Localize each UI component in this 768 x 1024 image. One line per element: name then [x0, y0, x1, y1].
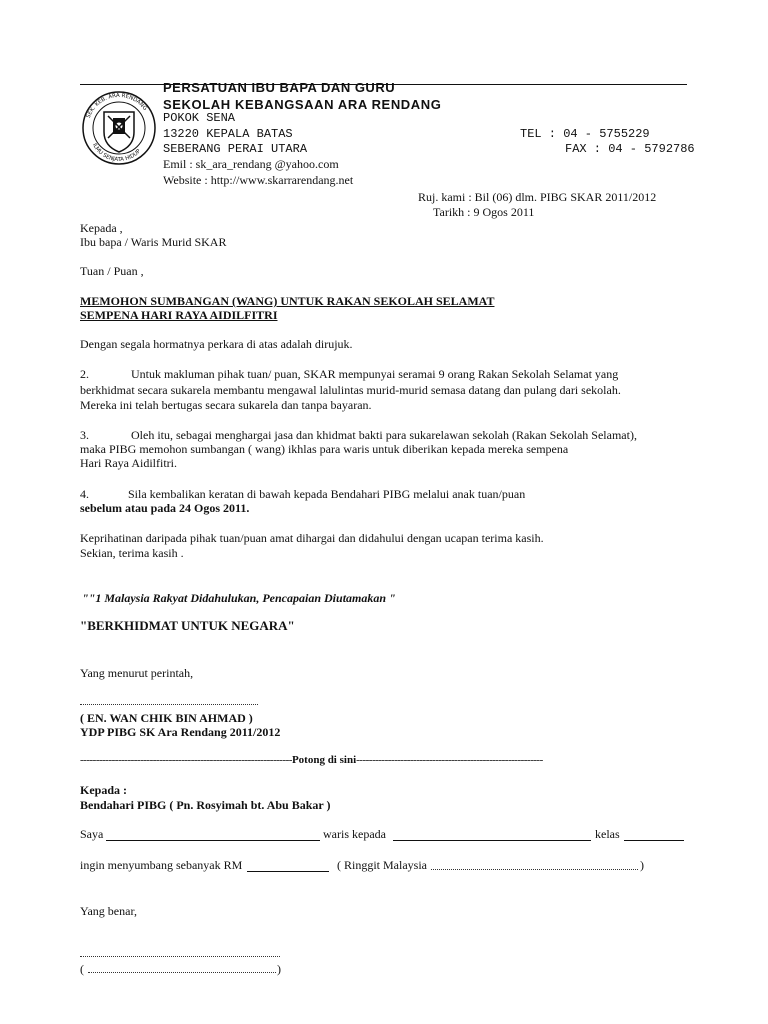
recipient-line: Ibu bapa / Waris Murid SKAR — [80, 235, 227, 249]
slip-sig-open-paren: ( — [80, 962, 84, 976]
amount-rm-field[interactable] — [247, 871, 329, 872]
cut-line — [80, 752, 687, 768]
paragraph-4-number: 4. — [80, 487, 89, 501]
email-line: Emil : sk_ara_rendang @yahoo.com — [163, 157, 339, 171]
paragraph-5-line-2: Sekian, terima kasih . — [80, 546, 184, 560]
closing-text: Yang menurut perintah, — [80, 666, 194, 680]
motto-1malaysia: ""1 Malaysia Rakyat Didahulukan, Pencapaian Diutamakan " — [82, 591, 396, 605]
tel-number: TEL : 04 - 5755229 — [520, 127, 650, 141]
paragraph-4-deadline: sebelum atau pada 24 Ogos 2011. — [80, 501, 250, 515]
slip-bendahari: Bendahari PIBG ( Pn. Rosyimah bt. Abu Bakar ) — [80, 798, 331, 812]
signature-dotted-line — [80, 704, 258, 705]
slip-ringgit-label: ( Ringgit Malaysia — [337, 858, 427, 872]
salutation: Tuan / Puan , — [80, 264, 144, 278]
reference-number: Ruj. kami : Bil (06) dlm. PIBG SKAR 2011/2012 — [418, 190, 657, 204]
class-field[interactable] — [624, 840, 684, 841]
letter-date: Tarikh : 9 Ogos 2011 — [433, 205, 535, 219]
fax-number: FAX : 04 - 5792786 — [565, 142, 695, 156]
paragraph-2-line-3: Mereka ini telah bertugas secara sukarela dan tanpa bayaran. — [80, 398, 372, 412]
subject-line-2: SEMPENA HARI RAYA AIDILFITRI — [80, 308, 278, 322]
slip-saya-label: Saya — [80, 827, 104, 841]
pupil-name-field[interactable] — [393, 840, 591, 841]
paragraph-3-number: 3. — [80, 428, 89, 442]
paragraph-2-line-2: berkhidmat secara sukarela membantu mengawal lalulintas murid-murid semasa datang dan pulang dari sekolah. — [80, 383, 621, 397]
amount-in-words-field[interactable] — [431, 869, 638, 870]
signatory-name: ( EN. WAN CHIK BIN AHMAD ) — [80, 711, 253, 725]
slip-signature-line[interactable] — [80, 956, 280, 957]
slip-waris-kepada-label: waris kepada — [323, 827, 386, 841]
slip-kelas-label: kelas — [595, 827, 620, 841]
paragraph-4-line-1: Sila kembalikan keratan di bawah kepada Bendahari PIBG melalui anak tuan/puan — [128, 487, 526, 501]
website-line: Website : http://www.skarrarendang.net — [163, 173, 354, 187]
signatory-title: YDP PIBG SK Ara Rendang 2011/2012 — [80, 725, 281, 739]
slip-yang-benar: Yang benar, — [80, 904, 137, 918]
paragraph-2-number: 2. — [80, 367, 89, 381]
slip-sig-close-paren: ) — [277, 962, 281, 976]
address-line-3: SEBERANG PERAI UTARA — [163, 142, 308, 156]
address-line-1: POKOK SENA — [163, 111, 236, 125]
recipient-kepada: Kepada , — [80, 221, 123, 235]
slip-kepada: Kepada : — [80, 783, 128, 797]
school-crest-logo — [80, 88, 158, 166]
subject-line-1: MEMOHON SUMBANGAN (WANG) UNTUK RAKAN SEKOLAH SELAMAT — [80, 294, 495, 308]
paragraph-3-line-2: maka PIBG memohon sumbangan ( wang) ikhlas para waris untuk diberikan kepada mereka sempena — [80, 442, 569, 456]
cut-line-right-dashes: ----------------------------------------------------------- — [356, 754, 543, 766]
cut-line-left-dashes: ------------------------------------------------------------------- — [80, 754, 292, 766]
slip-ingin-label: ingin menyumbang sebanyak RM — [80, 858, 243, 872]
slip-close-paren: ) — [640, 858, 644, 872]
association-name: PERSATUAN IBU BAPA DAN GURU — [163, 80, 396, 95]
svg-text:SEK. KEB. ARA RENDANG: SEK. KEB. ARA RENDANG — [85, 92, 148, 120]
paragraph-1: Dengan segala hormatnya perkara di atas adalah dirujuk. — [80, 337, 353, 351]
slip-signer-name-field[interactable] — [88, 972, 276, 973]
cut-here-label: Potong di sini — [291, 754, 357, 766]
paragraph-3-line-1: Oleh itu, sebagai menghargai jasa dan khidmat bakti para sukarelawan sekolah (Rakan Sekolah Selamat), — [131, 428, 637, 442]
paragraph-5-line-1: Keprihatinan daripada pihak tuan/puan amat dihargai dan didahului dengan ucapan terima kasih. — [80, 531, 544, 545]
svg-text:ILMU SENJATA HIDUP: ILMU SENJATA HIDUP — [90, 142, 143, 164]
paragraph-3-line-3: Hari Raya Aidilfitri. — [80, 456, 177, 470]
motto-berkhidmat: "BERKHIDMAT UNTUK NEGARA" — [80, 618, 295, 633]
address-line-2: 13220 KEPALA BATAS — [163, 127, 293, 141]
parent-name-field[interactable] — [106, 840, 320, 841]
school-name: SEKOLAH KEBANGSAAN ARA RENDANG — [163, 97, 442, 112]
paragraph-2-line-1: Untuk makluman pihak tuan/ puan, SKAR mempunyai seramai 9 orang Rakan Sekolah Selamat yang — [131, 367, 619, 381]
